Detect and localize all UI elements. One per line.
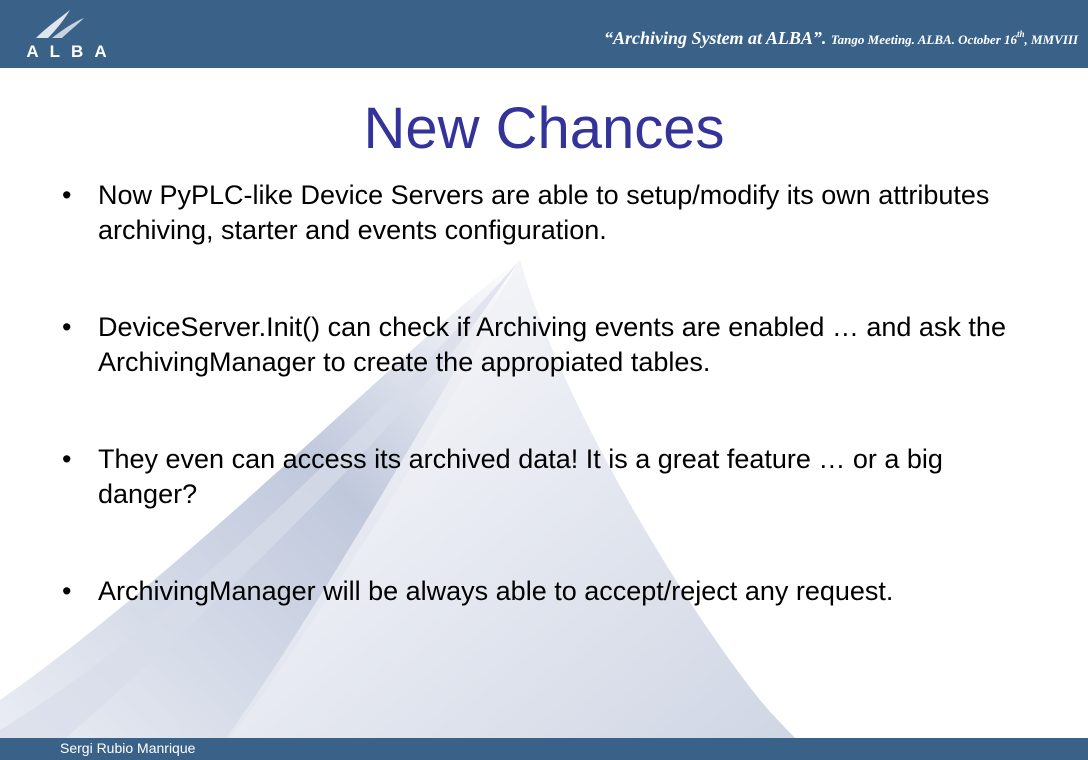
bullet-marker: •	[62, 444, 72, 474]
header-title-sup: th	[1017, 29, 1025, 39]
bullet-text: Now PyPLC-like Device Servers are able to setup/modify its own attributes archiving, starter and events configuration.	[98, 180, 990, 245]
bullet-text: They even can access its archived data! It is a great feature … or a big danger?	[98, 444, 943, 509]
bullet-text: ArchivingManager will be always able to accept/reject any request.	[98, 576, 894, 606]
header-title-end: , MMVIII	[1024, 32, 1078, 47]
logo-text: ALBA	[26, 42, 118, 61]
alba-logo	[8, 4, 136, 64]
bullet-marker: •	[62, 180, 72, 210]
slide-title: New Chances	[363, 96, 725, 161]
header-title-sub: Tango Meeting. ALBA. October 16	[830, 32, 1018, 47]
header-title-main: “Archiving System at ALBA”.	[604, 28, 827, 48]
header-bar	[0, 0, 1088, 68]
bullet-text: DeviceServer.Init() can check if Archiving events are enabled … and ask the ArchivingManager to create the appropiated tables.	[98, 312, 1006, 377]
presentation-header-title	[604, 28, 1078, 49]
footer-author: Sergi Rubio Manrique	[60, 740, 196, 756]
footer-bar	[0, 738, 1088, 760]
bullet-marker: •	[62, 312, 72, 342]
bullet-marker: •	[62, 576, 72, 606]
